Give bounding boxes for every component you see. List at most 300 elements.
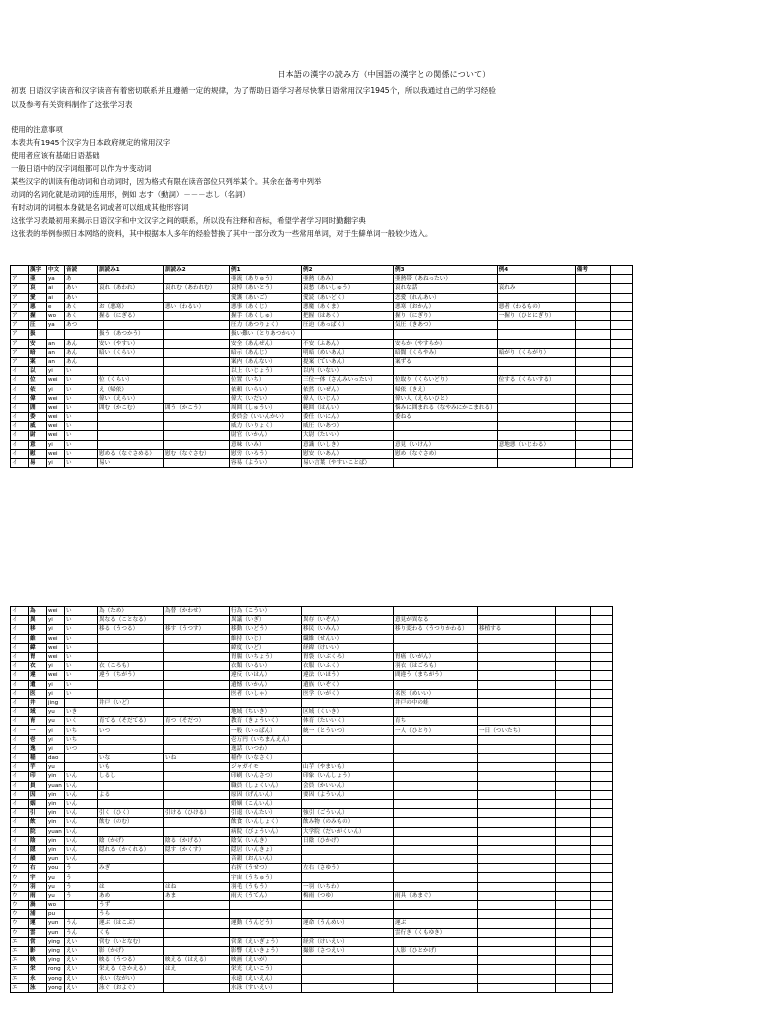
- table-cell: 意: [29, 440, 47, 449]
- table-cell: yuan: [47, 781, 65, 790]
- table-cell: [610, 422, 632, 431]
- table-row: [11, 680, 613, 689]
- table-row: [11, 652, 613, 661]
- table-cell: 韻: [29, 855, 47, 864]
- table-cell: [65, 763, 98, 772]
- table-cell: rong: [47, 965, 65, 974]
- table-cell: う: [65, 864, 98, 873]
- table-cell: 位置（いち）: [230, 376, 302, 385]
- table-cell: 遺憾（いかん）: [230, 680, 302, 689]
- table-cell: い: [65, 458, 98, 467]
- table-cell: [556, 946, 591, 955]
- table-cell: [556, 652, 591, 661]
- header-cell: 例2: [302, 266, 394, 275]
- table-cell: 易い: [98, 458, 164, 467]
- table-cell: [575, 385, 610, 394]
- table-cell: [575, 440, 610, 449]
- table-cell: イ: [11, 385, 29, 394]
- table-cell: [478, 717, 556, 726]
- header-cell: [11, 266, 29, 275]
- table-cell: 慰安（いあん）: [302, 449, 394, 458]
- table-cell: 運ぶ（はこぶ）: [98, 919, 164, 928]
- table-cell: 衣: [29, 662, 47, 671]
- table-cell: 泳: [29, 983, 47, 992]
- table-cell: うん: [65, 928, 98, 937]
- table-cell: 宇宙（うちゅう）: [230, 873, 302, 882]
- table-cell: 衣服（いふく）: [302, 662, 394, 671]
- table-cell: [164, 339, 230, 348]
- table-cell: [478, 616, 556, 625]
- table-cell: イ: [11, 662, 29, 671]
- table-cell: 愛読（あいどく）: [302, 293, 394, 302]
- table-cell: yi: [47, 625, 65, 634]
- table-cell: えい: [65, 983, 98, 992]
- table-cell: イ: [11, 394, 29, 403]
- note-line: 使用者应该有基础日语基础: [11, 151, 100, 160]
- table-cell: いん: [65, 790, 98, 799]
- table-cell: あ: [65, 275, 98, 284]
- table-cell: イ: [11, 634, 29, 643]
- table-cell: [575, 311, 610, 320]
- table-cell: 営: [29, 937, 47, 946]
- table-cell: [556, 937, 591, 946]
- table-cell: 容易（ようい）: [230, 458, 302, 467]
- table-cell: 握手（あくしゅ）: [230, 311, 302, 320]
- table-cell: [556, 717, 591, 726]
- table-cell: [394, 634, 478, 643]
- table-cell: [394, 431, 498, 440]
- table-cell: 明暗（めいあん）: [302, 348, 394, 357]
- table-cell: [164, 708, 230, 717]
- table-cell: [575, 339, 610, 348]
- table-cell: 飲食（いんしょく）: [230, 818, 302, 827]
- table-cell: はね: [164, 882, 230, 891]
- table-cell: [497, 403, 575, 412]
- table-cell: [610, 367, 632, 376]
- table-cell: 違う（ちがう）: [98, 671, 164, 680]
- table-cell: [478, 919, 556, 928]
- table-cell: [302, 799, 394, 808]
- table-cell: イ: [11, 458, 29, 467]
- table-cell: 井戸の中の蛙: [394, 698, 478, 707]
- table-row: [11, 458, 633, 467]
- table-cell: ai: [47, 293, 65, 302]
- table-cell: はえ: [164, 965, 230, 974]
- table-cell: [591, 882, 613, 891]
- table-row: [11, 607, 613, 616]
- table-cell: [478, 882, 556, 891]
- table-cell: あい: [65, 284, 98, 293]
- table-cell: [478, 662, 556, 671]
- table-cell: 暗闇（くらやみ）: [394, 348, 498, 357]
- table-cell: [591, 680, 613, 689]
- table-cell: 引ける（ひける）: [164, 809, 230, 818]
- intro-line: 初衷 日语汉字读音和汉字读音有着密切联系并且遵循一定的规律，为了帮助日语学习者尽快掌日语常用汉字1945个，所以我通过自己的学习经验: [11, 86, 496, 95]
- table-cell: [164, 901, 230, 910]
- table-cell: wei: [47, 376, 65, 385]
- table-cell: [98, 321, 164, 330]
- table-cell: 違: [29, 671, 47, 680]
- table-cell: い: [65, 440, 98, 449]
- table-cell: [591, 910, 613, 919]
- table-cell: [65, 330, 98, 339]
- table-cell: イ: [11, 689, 29, 698]
- table-row: [11, 799, 613, 808]
- table-cell: [164, 827, 230, 836]
- table-cell: [394, 790, 478, 799]
- table-cell: [164, 818, 230, 827]
- table-cell: [575, 302, 610, 311]
- table-cell: [497, 330, 575, 339]
- table-cell: [394, 937, 478, 946]
- usage-notes: [11, 123, 751, 240]
- table-cell: [575, 357, 610, 366]
- table-cell: 尉官（いかん）: [230, 431, 302, 440]
- table-cell: yi: [47, 735, 65, 744]
- table-cell: 水泳（すいえい）: [230, 983, 302, 992]
- table-cell: an: [47, 348, 65, 357]
- table-cell: エ: [11, 974, 29, 983]
- table-cell: よる: [98, 790, 164, 799]
- table-cell: [98, 367, 164, 376]
- table-cell: 右折（うせつ）: [230, 864, 302, 873]
- table-cell: いつ: [98, 726, 164, 735]
- table-cell: 哀れ（あわれ）: [98, 284, 164, 293]
- table-row: [11, 763, 613, 772]
- table-cell: [591, 937, 613, 946]
- table-cell: 威圧（いあつ）: [302, 422, 394, 431]
- table-cell: [478, 671, 556, 680]
- table-cell: 撮影（さつえい）: [302, 946, 394, 955]
- table-cell: [610, 376, 632, 385]
- table-cell: [591, 946, 613, 955]
- table-cell: イ: [11, 772, 29, 781]
- table-cell: [98, 873, 164, 882]
- table-row: [11, 919, 613, 928]
- table-cell: [98, 422, 164, 431]
- table-cell: [591, 983, 613, 992]
- table-row: [11, 717, 613, 726]
- table-cell: [98, 634, 164, 643]
- table-cell: [164, 385, 230, 394]
- table-cell: [98, 293, 164, 302]
- table-cell: yuan: [47, 827, 65, 836]
- table-row: [11, 965, 613, 974]
- table-row: [11, 910, 613, 919]
- table-row: [11, 302, 633, 311]
- table-cell: 哀愁（あいしゅう）: [302, 284, 394, 293]
- table-cell: 隠: [29, 845, 47, 854]
- table-cell: イ: [11, 726, 29, 735]
- table-cell: ウ: [11, 873, 29, 882]
- table-cell: いん: [65, 855, 98, 864]
- table-cell: wo: [47, 901, 65, 910]
- table-row: [11, 873, 613, 882]
- table-cell: yi: [47, 662, 65, 671]
- table-cell: ying: [47, 937, 65, 946]
- table-cell: 緯: [29, 643, 47, 652]
- table-cell: [591, 726, 613, 735]
- table-cell: [164, 790, 230, 799]
- table-cell: 渦: [29, 901, 47, 910]
- table-cell: yin: [47, 772, 65, 781]
- table-cell: 易い言葉（やすいことば）: [302, 458, 394, 467]
- table-cell: [591, 698, 613, 707]
- table-cell: 営業（えいぎょう）: [230, 937, 302, 946]
- table-cell: [394, 901, 478, 910]
- table-cell: 陰気（いんき）: [230, 836, 302, 845]
- table-cell: 哀れな話: [394, 284, 498, 293]
- table-cell: [164, 367, 230, 376]
- table-cell: you: [47, 864, 65, 873]
- table-cell: [556, 616, 591, 625]
- table-cell: [394, 910, 478, 919]
- table-cell: ウ: [11, 928, 29, 937]
- table-cell: [302, 855, 394, 864]
- table-cell: 山芋（やまいも）: [302, 763, 394, 772]
- table-cell: wei: [47, 422, 65, 431]
- table-cell: 違法（いほう）: [302, 671, 394, 680]
- table-cell: [610, 348, 632, 357]
- table-cell: 印刷（いんさつ）: [230, 772, 302, 781]
- table-cell: 宇: [29, 873, 47, 882]
- table-cell: [164, 662, 230, 671]
- table-cell: [98, 643, 164, 652]
- table-cell: 医者（いしゃ）: [230, 689, 302, 698]
- table-cell: あん: [65, 357, 98, 366]
- table-cell: ai: [47, 284, 65, 293]
- table-cell: あい: [65, 293, 98, 302]
- table-cell: [591, 625, 613, 634]
- table-cell: [478, 818, 556, 827]
- intro-line: 以及参考有关资料制作了这张学习表: [11, 100, 133, 109]
- table-cell: [302, 901, 394, 910]
- table-row: [11, 348, 633, 357]
- table-cell: イ: [11, 643, 29, 652]
- table-cell: 以上（いじょう）: [230, 367, 302, 376]
- table-cell: [478, 855, 556, 864]
- table-cell: 悪寒（おかん）: [394, 302, 498, 311]
- table-cell: [302, 754, 394, 763]
- table-cell: ア: [11, 321, 29, 330]
- table-cell: 異なる（ことなる）: [98, 616, 164, 625]
- table-cell: [478, 781, 556, 790]
- table-cell: [302, 735, 394, 744]
- table-cell: [556, 809, 591, 818]
- table-cell: [164, 781, 230, 790]
- table-cell: [98, 855, 164, 864]
- table-cell: [230, 910, 302, 919]
- table-cell: 映える（はえる）: [164, 956, 230, 965]
- table-cell: [164, 744, 230, 753]
- table-cell: [591, 643, 613, 652]
- table-cell: ウ: [11, 919, 29, 928]
- table-cell: 意識（いしき）: [302, 440, 394, 449]
- table-row: [11, 440, 633, 449]
- table-cell: 亜熱帯（あねったい）: [394, 275, 498, 284]
- table-cell: 帰依（きえ）: [394, 385, 498, 394]
- table-cell: [302, 965, 394, 974]
- table-cell: [591, 708, 613, 717]
- table-cell: 一羽（いちわ）: [302, 882, 394, 891]
- table-cell: 慰む（なぐさむ）: [164, 449, 230, 458]
- table-cell: [591, 781, 613, 790]
- table-cell: [164, 726, 230, 735]
- table-cell: 永い（ながい）: [98, 974, 164, 983]
- table-cell: yu: [47, 891, 65, 900]
- table-cell: [591, 662, 613, 671]
- table-cell: wei: [47, 449, 65, 458]
- table-cell: えい: [65, 956, 98, 965]
- table-cell: 稲作（いなさく）: [230, 754, 302, 763]
- table-row: [11, 946, 613, 955]
- table-cell: いん: [65, 809, 98, 818]
- table-cell: [164, 680, 230, 689]
- table-cell: イ: [11, 790, 29, 799]
- table-cell: い: [65, 643, 98, 652]
- table-cell: [302, 974, 394, 983]
- table-cell: 永: [29, 974, 47, 983]
- table-cell: [478, 763, 556, 772]
- table-cell: [164, 864, 230, 873]
- table-cell: [556, 891, 591, 900]
- table-cell: [98, 689, 164, 698]
- table-cell: 逸: [29, 744, 47, 753]
- table-cell: [556, 965, 591, 974]
- table-cell: 哀れみ: [497, 284, 575, 293]
- table-row: [11, 754, 613, 763]
- table-cell: 移る（うつる）: [98, 625, 164, 634]
- table-cell: 育: [29, 717, 47, 726]
- table-cell: [575, 431, 610, 440]
- table-cell: an: [47, 339, 65, 348]
- table-cell: [591, 754, 613, 763]
- table-cell: 左右（さゆう）: [302, 864, 394, 873]
- table-cell: 衣（ころも）: [98, 662, 164, 671]
- table-cell: い: [65, 422, 98, 431]
- table-cell: [65, 698, 98, 707]
- note-line: 使用的注意事项: [11, 125, 63, 134]
- table-cell: [478, 754, 556, 763]
- table-cell: [394, 754, 478, 763]
- table-row: [11, 781, 613, 790]
- table-cell: [164, 983, 230, 992]
- table-cell: [478, 928, 556, 937]
- table-cell: ウ: [11, 864, 29, 873]
- table-cell: [164, 321, 230, 330]
- table-cell: 域: [29, 708, 47, 717]
- table-cell: 運: [29, 919, 47, 928]
- table-cell: [591, 928, 613, 937]
- table-row: [11, 827, 613, 836]
- table-cell: お（悪寒）: [98, 302, 164, 311]
- table-cell: 人影（ひとかげ）: [394, 946, 478, 955]
- table-row: [11, 983, 613, 992]
- table-row: [11, 625, 613, 634]
- table-cell: [556, 698, 591, 707]
- table-cell: [610, 275, 632, 284]
- table-cell: [394, 818, 478, 827]
- table-cell: [394, 882, 478, 891]
- table-cell: [164, 643, 230, 652]
- table-cell: [394, 845, 478, 854]
- table-cell: 威力（いりょく）: [230, 422, 302, 431]
- table-cell: エ: [11, 965, 29, 974]
- header-cell: [610, 266, 632, 275]
- table-cell: イ: [11, 744, 29, 753]
- table-cell: ya: [47, 275, 65, 284]
- table-cell: [556, 919, 591, 928]
- table-cell: 育つ（そだつ）: [164, 717, 230, 726]
- table-cell: あく: [65, 311, 98, 320]
- table-cell: [610, 311, 632, 320]
- table-row: [11, 413, 633, 422]
- table-cell: 扱い難い（とりあつかい）: [230, 330, 302, 339]
- table-cell: [394, 873, 478, 882]
- table-cell: 一日（ついたち）: [478, 726, 556, 735]
- table-cell: 映画（えいが）: [230, 956, 302, 965]
- table-cell: 引退（いんたい）: [230, 809, 302, 818]
- table-cell: えい: [65, 946, 98, 955]
- table-cell: は: [98, 882, 164, 891]
- table-cell: い: [65, 689, 98, 698]
- table-cell: [591, 671, 613, 680]
- table-cell: [478, 901, 556, 910]
- table-cell: 壱万円（いちまんえん）: [230, 735, 302, 744]
- table-row: [11, 698, 613, 707]
- table-cell: wei: [47, 652, 65, 661]
- table-cell: [478, 956, 556, 965]
- table-cell: 浦: [29, 910, 47, 919]
- table-cell: 会員（かいいん）: [302, 781, 394, 790]
- header-cell: 例1: [230, 266, 302, 275]
- table-row: [11, 330, 633, 339]
- table-cell: [394, 680, 478, 689]
- table-cell: イ: [11, 809, 29, 818]
- table-cell: [394, 744, 478, 753]
- table-cell: 体育（たいいく）: [302, 717, 394, 726]
- table-cell: 羽衣（はごろも）: [394, 662, 478, 671]
- table-cell: yin: [47, 836, 65, 845]
- table-cell: [575, 458, 610, 467]
- table-cell: 隠れる（かくれる）: [98, 845, 164, 854]
- table-cell: 雲行き（くもゆき）: [394, 928, 478, 937]
- table-cell: ウ: [11, 910, 29, 919]
- table-cell: [575, 449, 610, 458]
- table-cell: [556, 873, 591, 882]
- table-row: [11, 431, 633, 440]
- table-cell: [556, 754, 591, 763]
- table-cell: 陰: [29, 836, 47, 845]
- table-cell: 胃袋（いぶくろ）: [302, 652, 394, 661]
- table-row: [11, 671, 613, 680]
- table-cell: wei: [47, 607, 65, 616]
- table-cell: [394, 772, 478, 781]
- table-cell: [394, 799, 478, 808]
- note-line: 动词的名词化就是动词的连用形，例如 志す（動詞）－－－志し（名詞）: [11, 190, 250, 199]
- table-cell: wei: [47, 643, 65, 652]
- table-cell: い: [65, 616, 98, 625]
- table-row: [11, 956, 613, 965]
- table-cell: [65, 901, 98, 910]
- table-cell: [478, 708, 556, 717]
- table-cell: [497, 431, 575, 440]
- table-cell: [478, 772, 556, 781]
- table-cell: yi: [47, 440, 65, 449]
- table-cell: [497, 458, 575, 467]
- table-row: [11, 422, 633, 431]
- table-cell: [478, 836, 556, 845]
